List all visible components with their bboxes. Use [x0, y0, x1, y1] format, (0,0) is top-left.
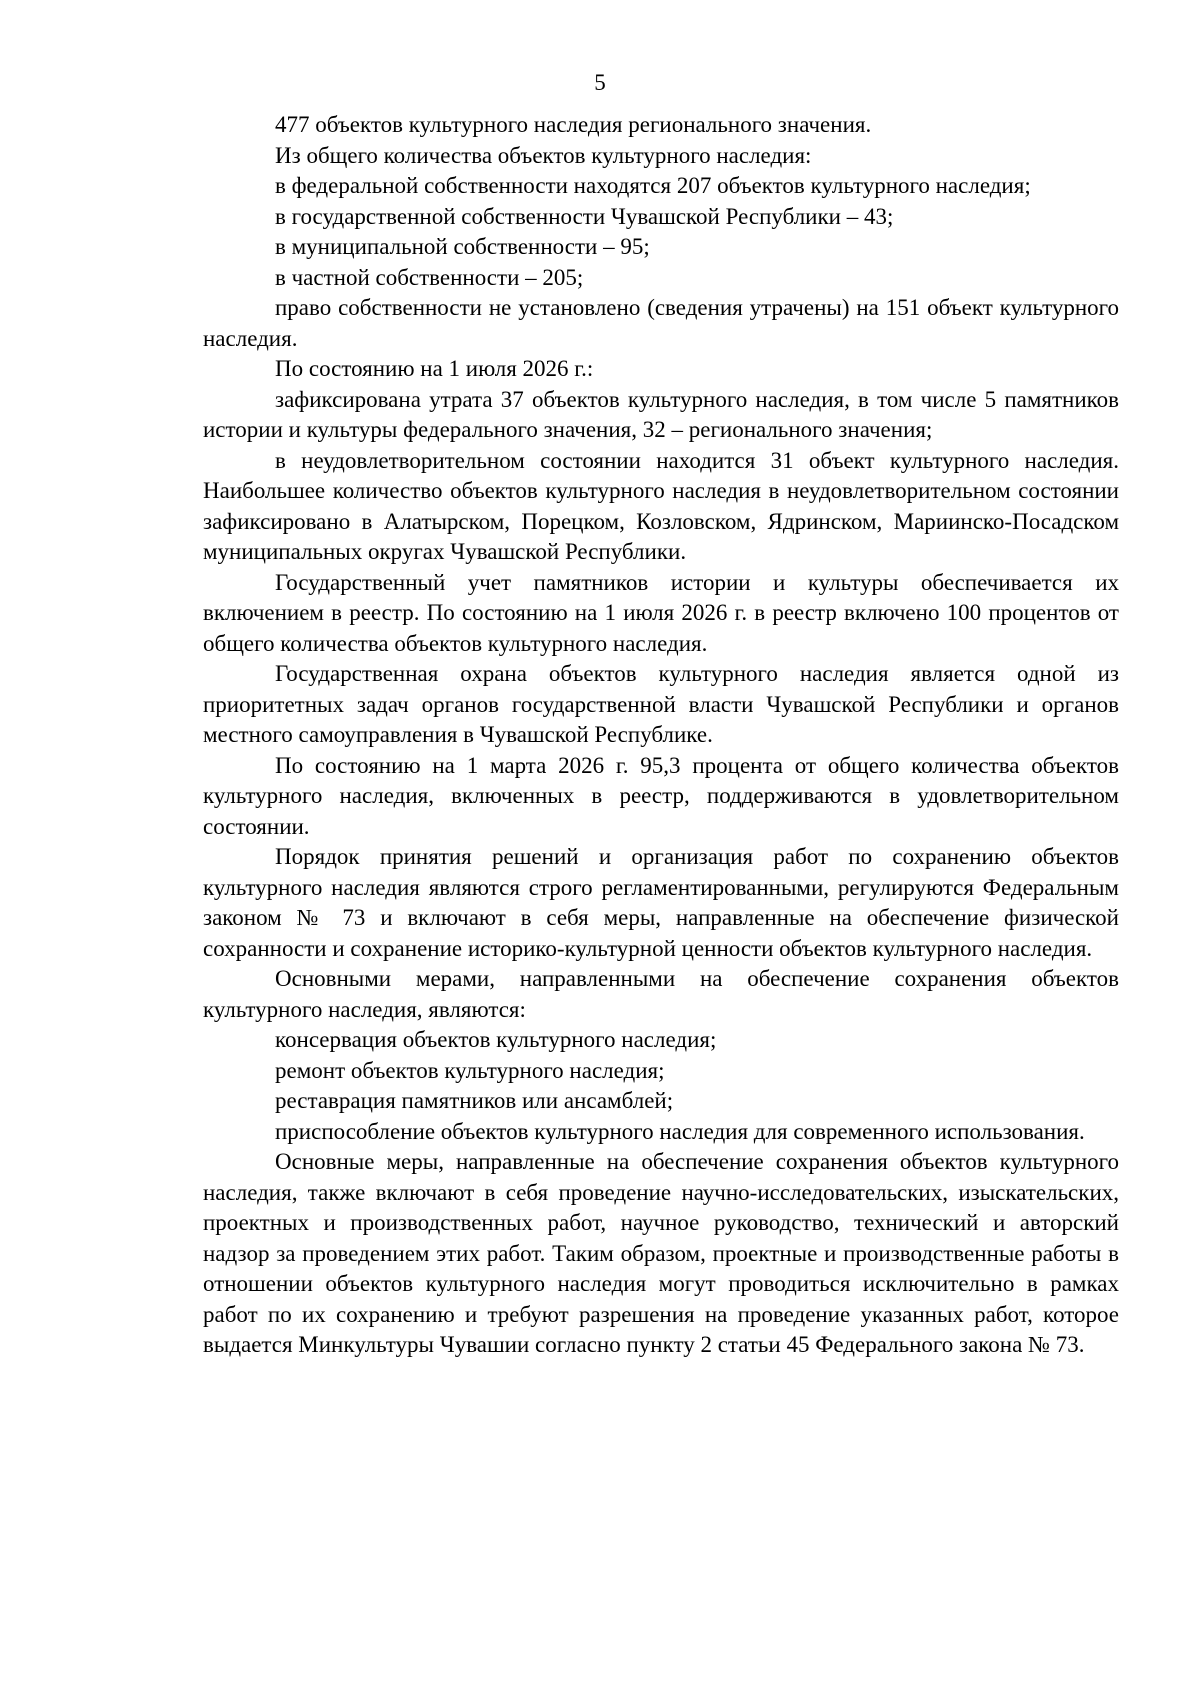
- paragraph: 477 объектов культурного наследия регионального значения.: [275, 112, 872, 137]
- paragraph: в частной собственности – 205;: [275, 264, 584, 290]
- document-body: [203, 110, 1119, 1361]
- paragraph: По состоянию на 1 июля 2026 г.:: [275, 356, 594, 381]
- paragraph: в муниципальной собственности – 95;: [275, 234, 650, 259]
- paragraph: в федеральной собственности находятся 207 объектов культурного наследия;: [275, 173, 1031, 198]
- paragraph: право собственности не установлено (сведения утрачены) на 151 объект культурного наследия.: [203, 295, 1119, 351]
- paragraph: Из общего количества объектов культурного наследия:: [275, 142, 812, 168]
- paragraph: ремонт объектов культурного наследия;: [275, 1057, 665, 1083]
- paragraph: Порядок принятия решений и организация работ по сохранению объектов культурного наследия являются строго регламентированными, регулируются Федеральным законом № 73 и включают в себя меры, направленные на обеспечение физической сохранности и сохранение историко-культурной ценности объектов культурного наследия.: [203, 844, 1119, 961]
- paragraph: Государственная охрана объектов культурного наследия является одной из приоритетных задач органов государственной власти Чувашской Республики и органов местного самоуправления в Чувашской Республике.: [203, 661, 1119, 747]
- paragraph: приспособление объектов культурного наследия для современного использования.: [275, 1118, 1085, 1144]
- paragraph: Основные меры, направленные на обеспечение сохранения объектов культурного наследия, также включают в себя проведение научно-исследовательских, изыскательских, проектных и производственных работ, научное руководство, технический и авторский надзор за проведением этих работ. Таким образом, проектные и производственные работы в отношении объектов культурного наследия могут проводиться исключительно в рамках работ по их сохранению и требуют разрешения на проведение указанных работ, которое выдается Минкультуры Чувашии согласно пункту 2 статьи 45 Федерального закона № 73.: [203, 1149, 1119, 1357]
- paragraph: в государственной собственности Чувашской Республики – 43;: [275, 203, 894, 229]
- page-number: 5: [594, 70, 606, 95]
- paragraph: По состоянию на 1 марта 2026 г. 95,3 процента от общего количества объектов культурного наследия, включенных в реестр, поддерживаются в удовлетворительном состоянии.: [203, 752, 1119, 839]
- paragraph: в неудовлетворительном состоянии находится 31 объект культурного наследия. Наибольшее количество объектов культурного наследия в неудовлетворительном состоянии зафиксировано в Алатырском, Порецком, Козловском, Ядринском, Мариинско-Посадском муниципальных округах Чувашской Республики.: [203, 447, 1119, 564]
- paragraph: консервация объектов культурного наследия;: [275, 1027, 717, 1052]
- paragraph: реставрация памятников или ансамблей;: [275, 1088, 674, 1113]
- paragraph: Государственный учет памятников истории и культуры обеспечивается их включением в реестр. По состоянию на 1 июля 2026 г. в реестр включено 100 процентов от общего количества объектов культурного наследия.: [203, 569, 1119, 656]
- paragraph: зафиксирована утрата 37 объектов культурного наследия, в том числе 5 памятников истории и культуры федерального значения, 32 – регионального значения;: [203, 386, 1119, 442]
- paragraph: Основными мерами, направленными на обеспечение сохранения объектов культурного наследия, являются:: [203, 966, 1119, 1022]
